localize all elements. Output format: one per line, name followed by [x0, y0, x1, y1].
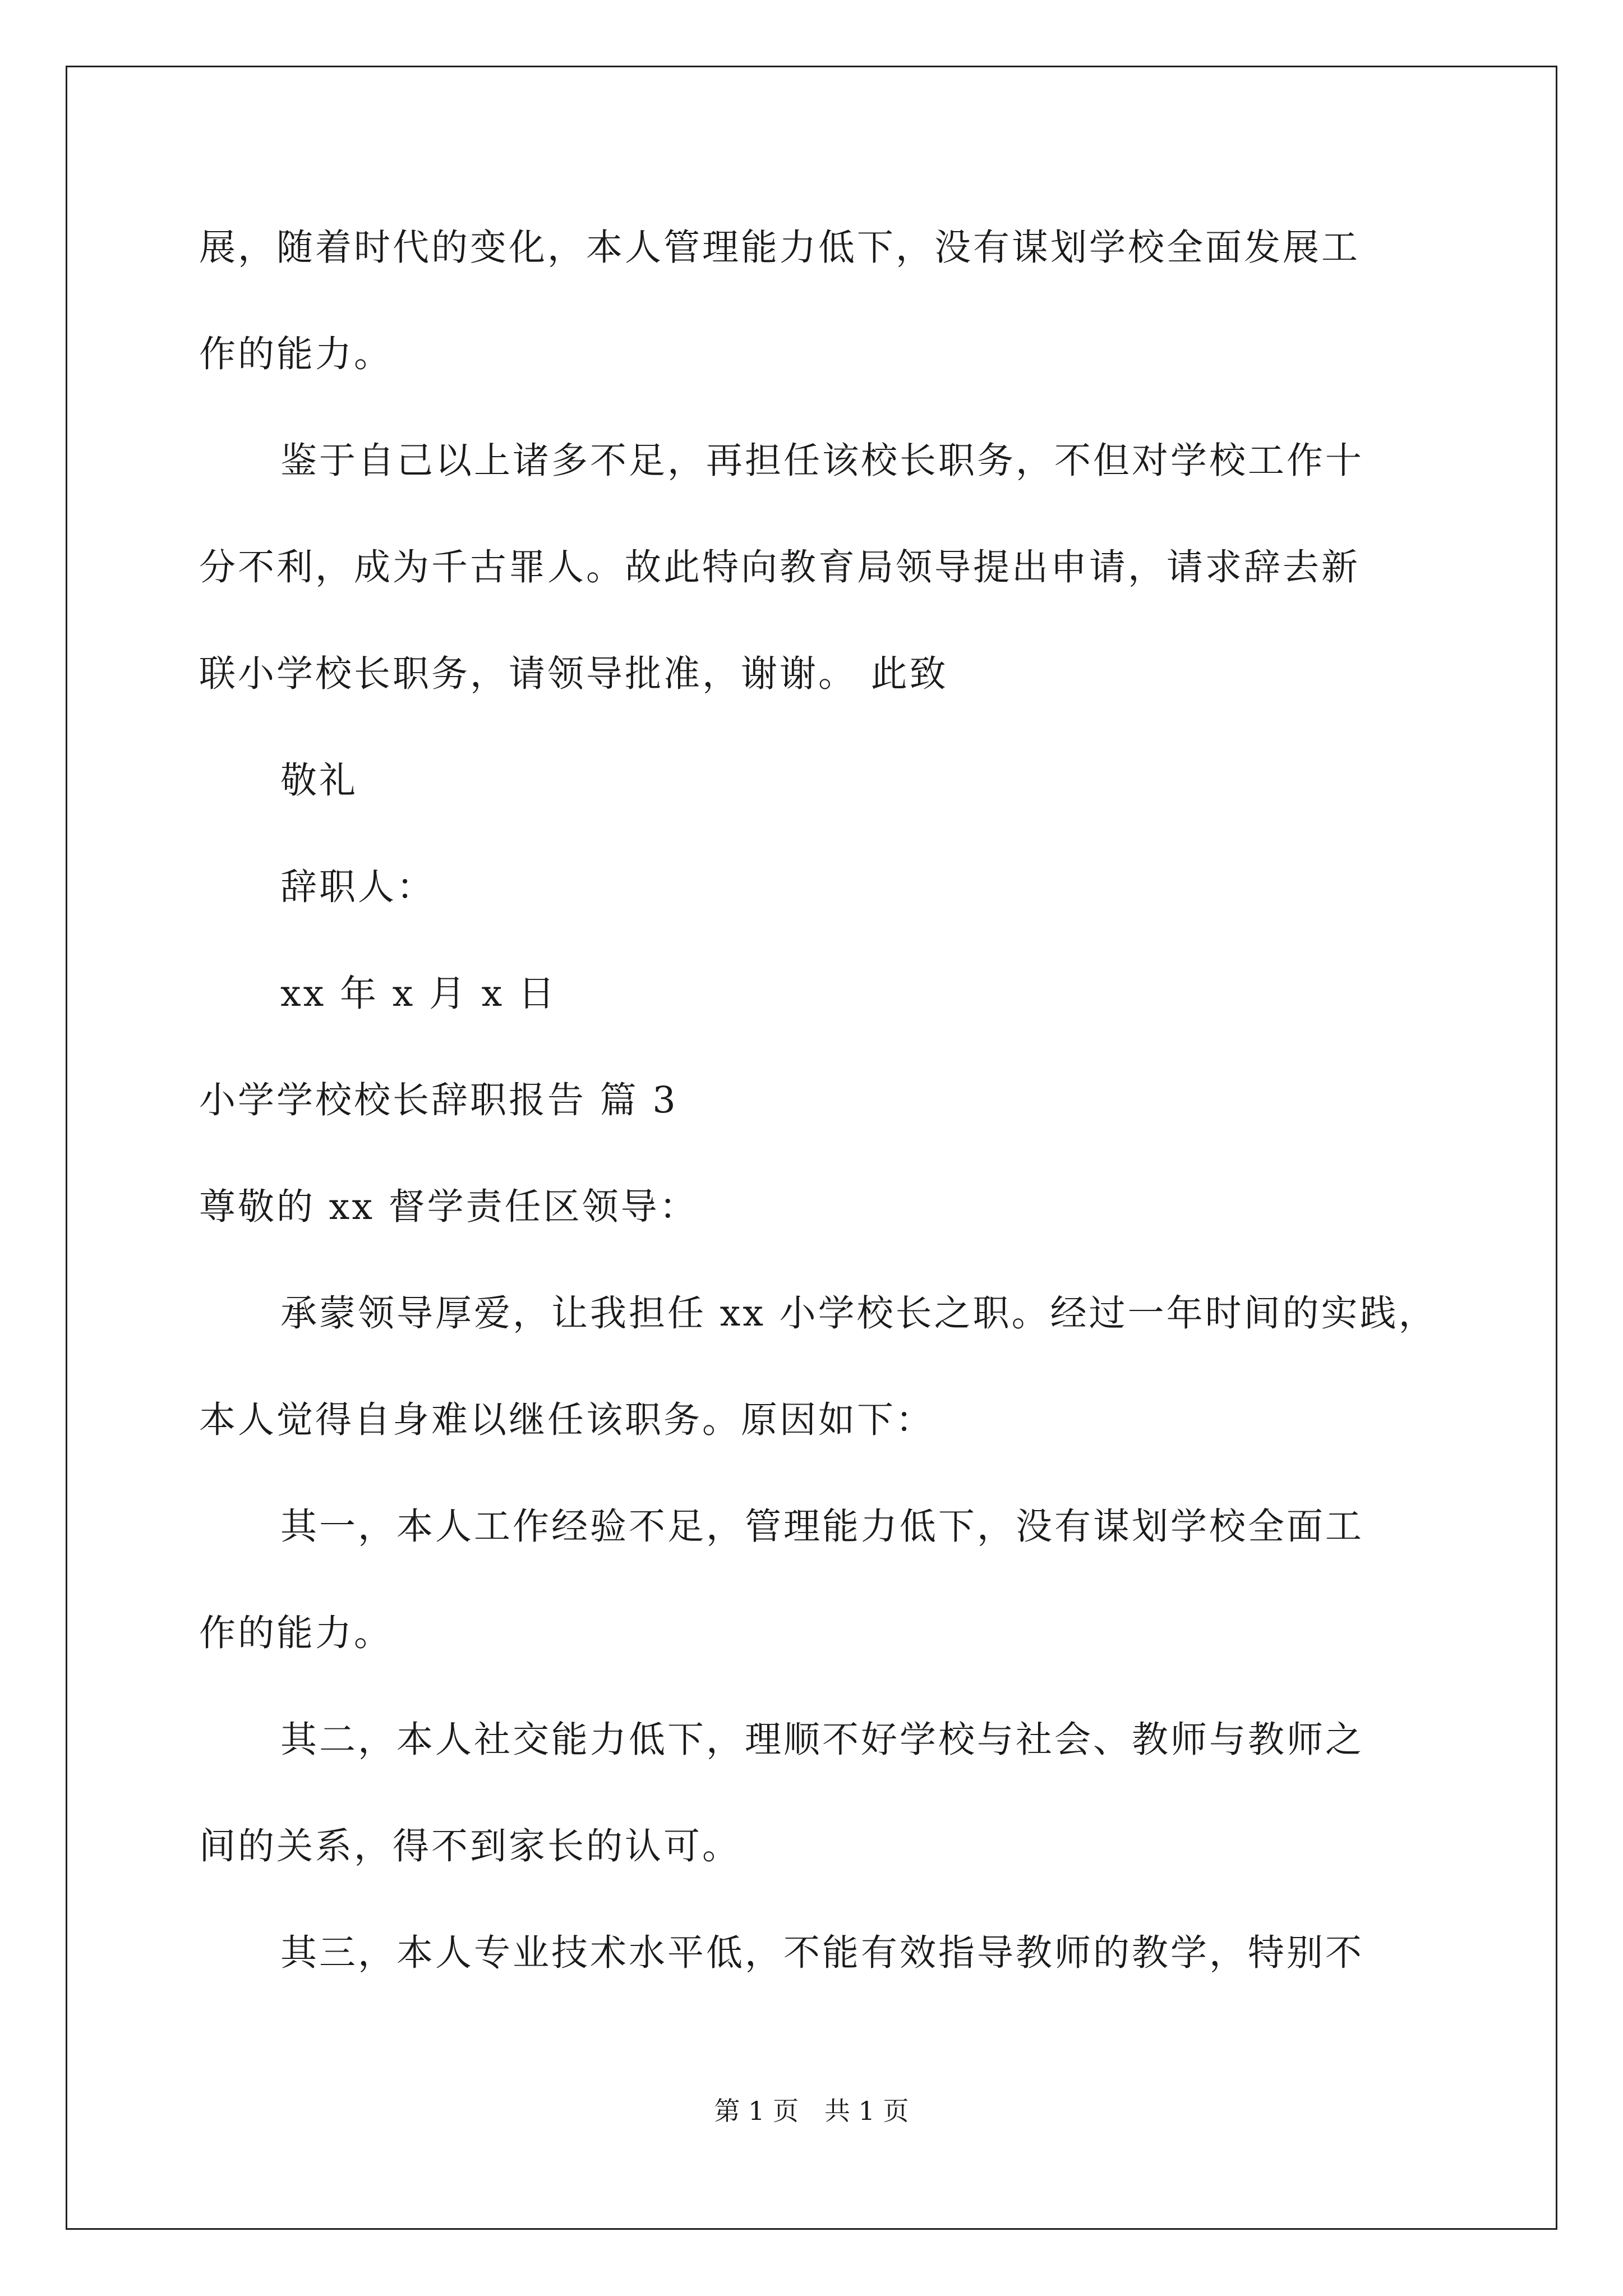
section-heading: 小学学校校长辞职报告 篇 3: [199, 1079, 678, 1121]
salutation-line: 敬礼: [280, 760, 358, 802]
body-text-line: 分不利，成为千古罪人。故此特向教育局领导提出申请，请求辞去新: [199, 546, 1361, 588]
body-text-line: 联小学校长职务，请领导批准，谢谢。 此致: [199, 653, 948, 695]
paragraph-first-line: 其二，本人社交能力低下，理顺不好学校与社会、教师与教师之: [280, 1719, 1364, 1761]
greeting-line: 尊敬的 xx 督学责任区领导：: [199, 1186, 698, 1228]
body-text-line: 间的关系，得不到家长的认可。: [199, 1825, 741, 1867]
paragraph-first-line: 承蒙领导厚爱，让我担任 xx 小学校长之职。经过一年时间的实践，: [280, 1292, 1437, 1335]
date-line: xx 年 x 月 x 日: [280, 973, 557, 1015]
body-text-line: 展，随着时代的变化，本人管理能力低下，没有谋划学校全面发展工: [199, 227, 1361, 269]
signature-label: 辞职人：: [280, 866, 436, 908]
page-footer: 第 1 页 共 1 页: [714, 2096, 909, 2126]
paragraph-first-line: 鉴于自己以上诸多不足，再担任该校长职务，不但对学校工作十: [280, 440, 1364, 482]
body-text-line: 本人觉得自身难以继任该职务。原因如下：: [199, 1399, 935, 1441]
page-border: [66, 66, 1557, 2230]
body-text-line: 作的能力。: [199, 333, 393, 375]
paragraph-first-line: 其三，本人专业技术水平低，不能有效指导教师的教学，特别不: [280, 1932, 1364, 1974]
paragraph-first-line: 其一，本人工作经验不足，管理能力低下，没有谋划学校全面工: [280, 1506, 1364, 1548]
body-text-line: 作的能力。: [199, 1612, 393, 1654]
